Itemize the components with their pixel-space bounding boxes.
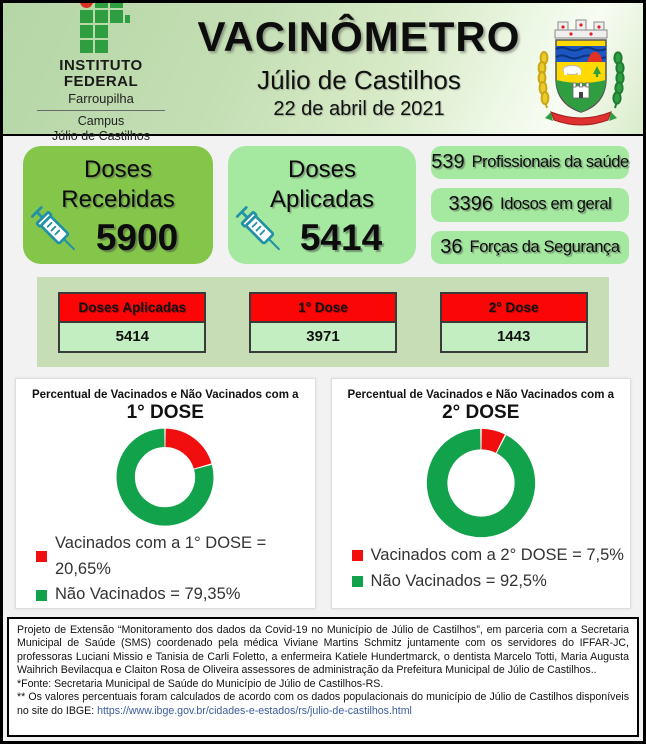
chart-card-first-dose <box>15 378 316 609</box>
legend-swatch-red <box>36 551 47 562</box>
ibge-note-text: ** Os valores percentuais foram calculados de acordo com os dados populacionais do município de Júlio de Castilhos disponíveis no site do IBGE: <box>17 691 629 717</box>
institution-name-line2: FEDERAL <box>63 72 139 90</box>
institution-name-line3: Farroupilha <box>68 91 134 107</box>
group-health-professionals <box>431 146 629 179</box>
ibge-link[interactable]: https://www.ibge.gov.br/cidades-e-estados/rs/julio-de-castilhos.html <box>97 704 412 717</box>
chart-title: Percentual de Vacinados e Não Vacinados com a <box>347 389 615 401</box>
municipal-crest <box>527 10 635 128</box>
divider <box>37 110 165 111</box>
syringe-icon <box>232 204 290 262</box>
source-note: *Fonte: Secretaria Municipal de Saúde do Município de Júlio de Castilhos-RS. <box>17 677 384 690</box>
doses-applied-label-line2: Aplicadas <box>269 186 375 213</box>
legend-item <box>352 543 631 569</box>
group-value: 3396 <box>448 193 494 216</box>
dose-table-value: 1443 <box>440 323 588 353</box>
group-value: 539 <box>431 151 465 174</box>
dose-table-first-dose <box>249 292 397 353</box>
title-block <box>191 13 527 125</box>
doses-received-label-line1: Doses <box>83 156 153 183</box>
doses-received-label-line2: Recebidas <box>61 186 175 213</box>
group-label: Forças da Segurança <box>469 237 620 256</box>
chart-card-second-dose <box>331 378 632 609</box>
dose-table-value: 5414 <box>58 323 206 353</box>
dose-table-header: Doses Aplicadas <box>58 292 206 323</box>
coat-of-arms-icon <box>531 10 631 128</box>
legend-text: Não Vacinados = 92,5% <box>370 571 547 590</box>
syringe-icon <box>27 204 85 262</box>
doses-received-value: 5900 <box>95 217 179 258</box>
doses-applied-value: 5414 <box>299 217 383 258</box>
donut-chart-first-dose <box>109 427 221 527</box>
dose-table-header: 1° Dose <box>249 292 397 323</box>
campus-label: Campus <box>77 114 125 129</box>
ibge-note <box>17 691 629 718</box>
chart-subtitle: 1° DOSE <box>126 402 204 423</box>
chart-title: Percentual de Vacinados e Não Vacinados com a <box>31 389 299 401</box>
if-farroupilha-logo-icon <box>80 0 123 53</box>
campus-name: Júlio de Castilhos <box>52 129 150 144</box>
header <box>3 3 643 144</box>
footer-notes <box>7 617 639 737</box>
group-elderly <box>431 188 629 221</box>
legend-text: Não Vacinados = 79,35% <box>55 585 241 604</box>
institution-name-line1: INSTITUTO <box>59 56 143 74</box>
legend-item <box>352 569 631 595</box>
report-date: 22 de abril de 2021 <box>273 97 445 120</box>
institution-block <box>11 0 191 144</box>
dose-table-value: 3971 <box>249 323 397 353</box>
legend-swatch-red <box>352 550 363 561</box>
charts-row <box>15 378 631 609</box>
doses-applied-box <box>228 146 416 264</box>
group-label: Profissionais da saúde <box>471 153 629 172</box>
group-value: 36 <box>440 235 463 258</box>
legend-swatch-green <box>36 590 47 601</box>
group-label: Idosos em geral <box>500 195 612 214</box>
municipality-subtitle: Júlio de Castilhos <box>257 64 461 95</box>
legend-item <box>36 582 315 608</box>
summary-row <box>23 146 629 264</box>
legend-text: Vacinados com a 2° DOSE = 7,5% <box>370 546 624 564</box>
dose-table-second-dose <box>440 292 588 353</box>
dose-table-band <box>37 277 609 367</box>
priority-groups <box>431 146 629 264</box>
dose-table-header: 2° Dose <box>440 292 588 323</box>
legend-text: Vacinados com a 1° DOSE = 20,65% <box>55 534 267 578</box>
doses-applied-label-line1: Doses <box>287 156 357 183</box>
doses-received-box <box>23 146 213 264</box>
dose-table-applied <box>58 292 206 353</box>
chart-legend <box>352 543 631 594</box>
chart-subtitle: 2° DOSE <box>442 402 520 423</box>
group-security-forces <box>431 231 629 264</box>
legend-swatch-green <box>352 576 363 587</box>
chart-legend <box>36 531 315 608</box>
project-description: Projeto de Extensão “Monitoramento dos dados da Covid-19 no Município de Júlio de Castilhos”, em parceria com a Secretaria Municipal de Saúde (SMS) coordenado pela médica Viviane Martins Schmitz juntamente com os servidores do IFFAR-JC, professoras Luciani Missio e Tanisia de Carli Foletto, a enfermeira Katiele Hundertmarck, o dentista Marcelo Totti, Maria Augusta Waihrich Bevilacqua e Claiton Rosa de Oliveira assessores de administração da Prefeitura Municipal de Júlio de Castilhos.. <box>17 624 629 677</box>
legend-item <box>36 531 315 582</box>
page-title: VACINÔMETRO <box>197 12 521 60</box>
donut-chart-second-dose <box>425 427 537 539</box>
